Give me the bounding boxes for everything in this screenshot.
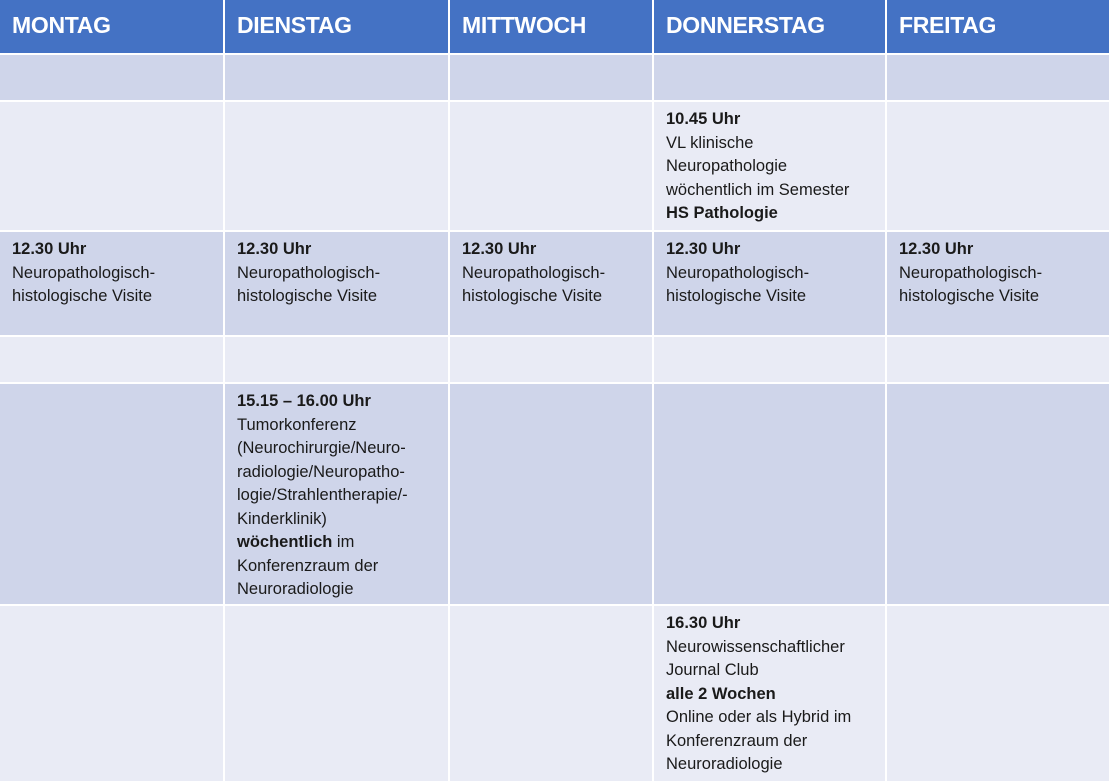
schedule-cell-empty	[0, 337, 223, 382]
entry-text-segment: Neuroradiologie	[666, 755, 783, 773]
day-header-montag	[0, 0, 223, 53]
entry-text-segment: (Neurochirurgie/Neuro-	[237, 439, 406, 457]
entry-text-line	[237, 414, 436, 438]
schedule-cell-empty	[654, 337, 885, 382]
entry-text-line	[666, 683, 873, 707]
entry-text-segment: histologische Visite	[666, 287, 807, 305]
entry-text-segment: VL klinische	[666, 133, 754, 152]
entry-text-segment: Neuroradiologie	[237, 580, 354, 598]
entry-text-line	[666, 202, 873, 226]
entry-text-segment: im	[332, 533, 355, 551]
schedule-cell-empty	[0, 102, 223, 230]
schedule-cell-empty	[225, 102, 448, 230]
entry-text-segment: alle 2 Wochen	[666, 684, 776, 703]
schedule-entry	[887, 232, 1109, 335]
entry-text-line	[666, 706, 873, 730]
entry-text-segment: Tumorkonferenz	[237, 415, 357, 434]
entry-text-segment: wöchentlich	[237, 533, 333, 551]
day-header-donnerstag	[654, 0, 885, 53]
schedule-cell-empty	[450, 102, 652, 230]
entry-text-line	[666, 285, 873, 309]
entry-text-line	[899, 262, 1097, 286]
entry-time	[666, 238, 873, 262]
schedule-cell-empty	[225, 337, 448, 382]
entry-time	[666, 108, 873, 132]
entry-text-segment: 16.30 Uhr	[666, 614, 741, 632]
entry-text-line	[12, 285, 211, 309]
entry-text-segment: Konferenzraum der	[237, 556, 379, 575]
entry-text-segment: 15.15 – 16.00 Uhr	[237, 392, 371, 410]
day-header-dienstag	[225, 0, 448, 53]
schedule-cell-empty	[887, 606, 1109, 781]
schedule-entry	[0, 232, 223, 335]
entry-text-segment: histologische Visite	[237, 287, 378, 305]
entry-text-line	[666, 753, 873, 777]
day-header-freitag	[887, 0, 1109, 53]
entry-text-line	[237, 555, 436, 579]
entry-text-segment: Online oder als Hybrid im	[666, 708, 852, 726]
schedule-cell-empty	[887, 102, 1109, 230]
schedule-entry	[225, 232, 448, 335]
entry-text-segment: Journal Club	[666, 661, 759, 679]
entry-text-line	[666, 132, 873, 156]
schedule-cell-empty	[887, 384, 1109, 604]
entry-time	[899, 238, 1097, 262]
entry-text-segment: logie/Strahlentherapie/-	[237, 486, 408, 504]
entry-text-line	[666, 262, 873, 286]
day-header-mittwoch	[450, 0, 652, 53]
entry-text-line	[462, 285, 640, 309]
entry-text-line	[237, 285, 436, 309]
entry-text-segment: histologische Visite	[462, 287, 603, 305]
day-header-label: FREITAG	[899, 12, 997, 38]
entry-time	[237, 238, 436, 262]
entry-text-segment: Neuropathologie	[666, 157, 788, 175]
schedule-cell-empty	[654, 55, 885, 100]
entry-text-line	[237, 531, 436, 555]
entry-text-line	[666, 636, 873, 660]
schedule-cell-empty	[450, 337, 652, 382]
entry-text-line	[237, 578, 436, 602]
schedule-cell-empty	[225, 55, 448, 100]
entry-text-segment: histologische Visite	[899, 287, 1040, 305]
entry-text-segment: Neurowissenschaftlicher	[666, 637, 845, 656]
entry-text-segment: 12.30 Uhr	[666, 240, 741, 258]
entry-text-segment: 12.30 Uhr	[899, 240, 974, 258]
entry-time	[462, 238, 640, 262]
entry-text-segment: Neuropathologisch-	[666, 263, 810, 282]
schedule-cell-empty	[887, 337, 1109, 382]
entry-time	[237, 390, 436, 414]
entry-text-line	[237, 484, 436, 508]
entry-text-segment: Neuropathologisch-	[237, 263, 381, 282]
entry-text-line	[237, 508, 436, 532]
entry-text-line	[666, 730, 873, 754]
schedule-entry	[654, 606, 885, 781]
entry-text-segment: Neuropathologisch-	[899, 263, 1043, 282]
entry-text-segment: radiologie/Neuropatho-	[237, 462, 405, 481]
entry-text-segment: 12.30 Uhr	[12, 240, 87, 258]
entry-text-line	[237, 262, 436, 286]
entry-text-line	[666, 155, 873, 179]
entry-text-segment: HS Pathologie	[666, 204, 778, 222]
entry-text-line	[666, 659, 873, 683]
entry-text-segment: 12.30 Uhr	[462, 240, 537, 258]
schedule-cell-empty	[654, 384, 885, 604]
schedule-entry	[654, 102, 885, 230]
schedule-entry	[225, 384, 448, 604]
entry-text-segment: Konferenzraum der	[666, 731, 808, 750]
entry-text-line	[237, 437, 436, 461]
day-header-label: MONTAG	[12, 12, 111, 38]
day-header-label: DIENSTAG	[237, 12, 352, 38]
entry-text-line	[237, 461, 436, 485]
entry-text-segment: 10.45 Uhr	[666, 110, 741, 128]
schedule-entry	[450, 232, 652, 335]
entry-text-segment: Kinderklinik)	[237, 509, 327, 528]
entry-time	[12, 238, 211, 262]
schedule-cell-empty	[0, 384, 223, 604]
entry-text-line	[899, 285, 1097, 309]
entry-time	[666, 612, 873, 636]
schedule-cell-empty	[0, 55, 223, 100]
schedule-cell-empty	[887, 55, 1109, 100]
entry-text-segment: wöchentlich im Semester	[666, 180, 850, 199]
entry-text-segment: Neuropathologisch-	[462, 263, 606, 282]
schedule-cell-empty	[450, 55, 652, 100]
entry-text-line	[462, 262, 640, 286]
day-header-label: DONNERSTAG	[666, 12, 825, 38]
entry-text-segment: Neuropathologisch-	[12, 263, 156, 282]
schedule-cell-empty	[225, 606, 448, 781]
schedule-entry	[654, 232, 885, 335]
entry-text-line	[12, 262, 211, 286]
schedule-cell-empty	[0, 606, 223, 781]
entry-text-segment: histologische Visite	[12, 287, 153, 305]
entry-text-line	[666, 179, 873, 203]
schedule-cell-empty	[450, 384, 652, 604]
entry-text-segment: 12.30 Uhr	[237, 240, 312, 258]
schedule-cell-empty	[450, 606, 652, 781]
day-header-label: MITTWOCH	[462, 12, 587, 38]
